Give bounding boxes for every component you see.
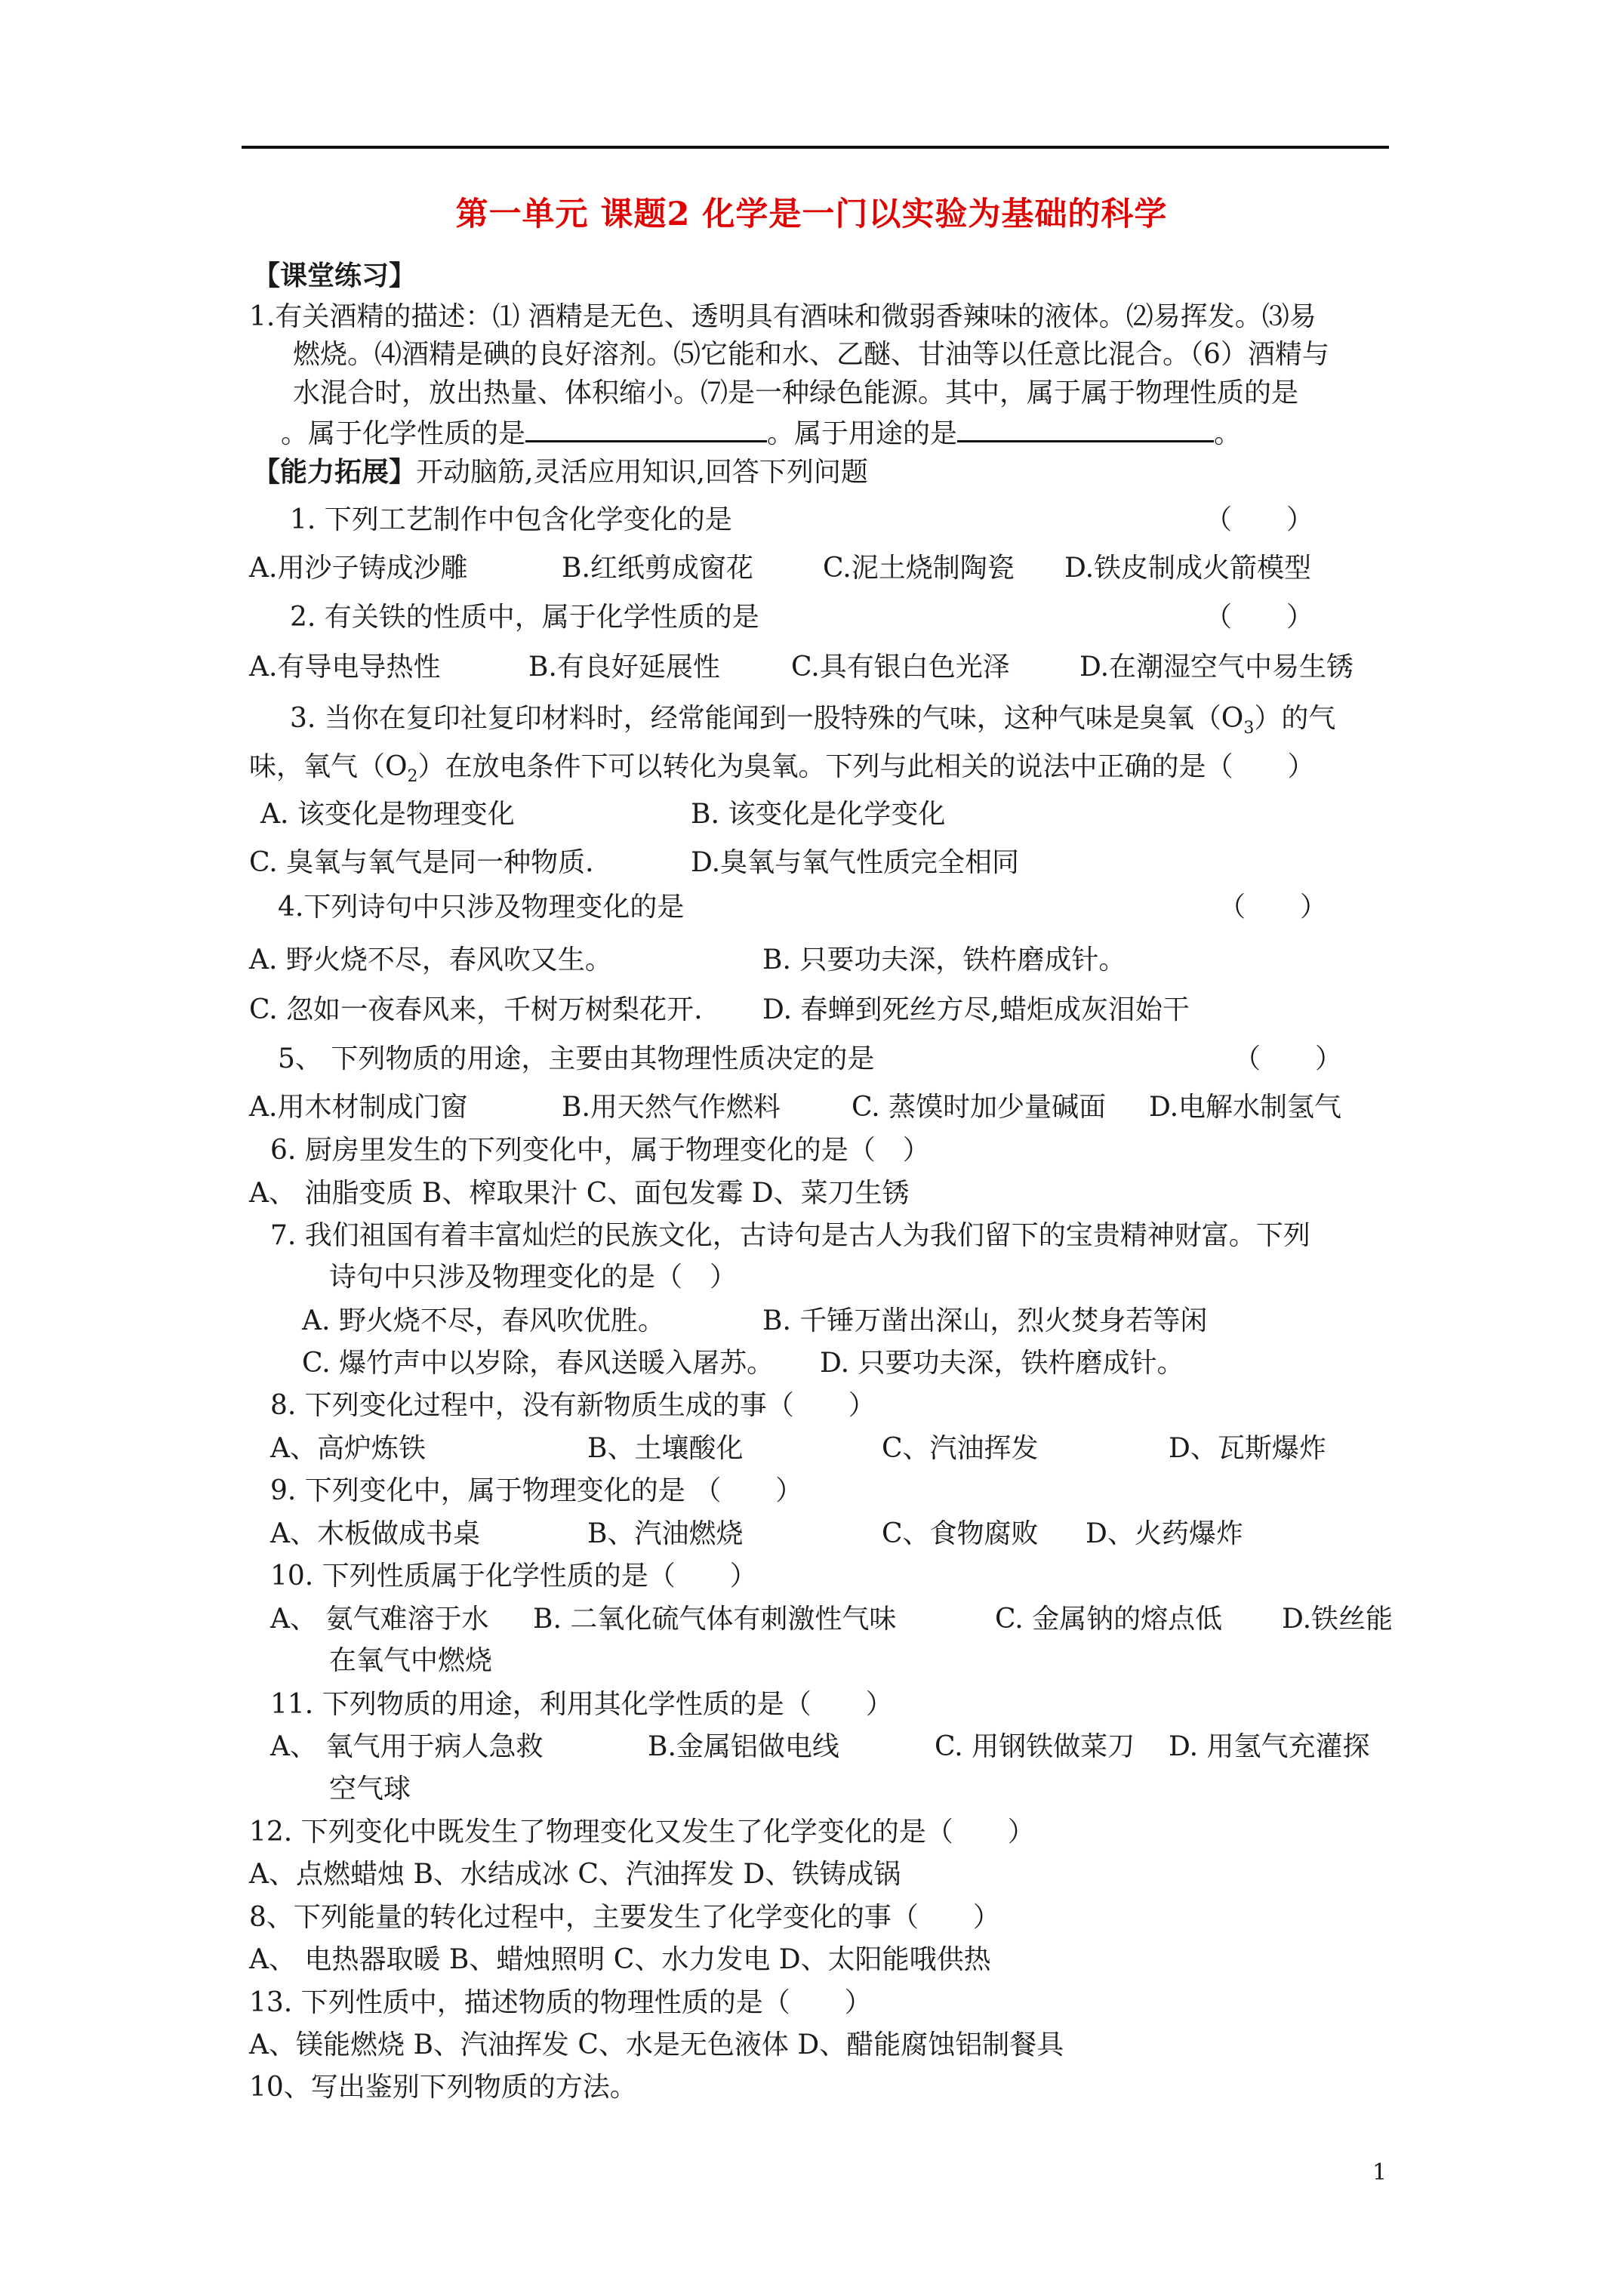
q4-option-c: C. 忽如一夜春风来，千树万树梨花开. xyxy=(249,994,703,1025)
q10-stem: 10. 下列性质属于化学性质的是（ ） xyxy=(270,1561,757,1592)
q3-option-c: C. 臭氧与氧气是同一种物质. xyxy=(249,847,594,878)
usage-label: 。属于用途的是 xyxy=(767,418,958,449)
q7-line2: 诗句中只涉及物理变化的是（ ） xyxy=(329,1262,738,1293)
q3-option-b: B. 该变化是化学变化 xyxy=(691,799,946,830)
exercise1-line2: 燃烧。⑷酒精是碘的良好溶剂。⑸它能和水、乙醚、甘油等以任意比混合。（6）酒精与 xyxy=(293,339,1329,370)
q2-answer-bracket[interactable]: （ ） xyxy=(1205,602,1314,633)
header-rule xyxy=(242,146,1389,149)
q3-line1-tail: ）的气 xyxy=(1254,703,1336,734)
q8b-stem: 8、下列能量的转化过程中，主要发生了化学变化的事（ ） xyxy=(249,1902,1000,1933)
q2-option-d: D.在潮湿空气中易生锈 xyxy=(1079,652,1354,683)
page-number: 1 xyxy=(1372,2159,1387,2186)
q7-option-b: B. 千锤万凿出深山，烈火焚身若等闲 xyxy=(762,1305,1208,1336)
q9-option-a: A、木板做成书桌 xyxy=(270,1518,480,1549)
section-heading-ability xyxy=(253,455,868,489)
q5-option-b: B.用天然气作燃料 xyxy=(562,1092,781,1123)
q10-option-c: C. 金属钠的熔点低 xyxy=(995,1604,1223,1635)
q6-options: A、 油脂变质 B、榨取果汁 C、面包发霉 D、菜刀生锈 xyxy=(249,1178,910,1209)
q3-option-a: A. 该变化是物理变化 xyxy=(260,799,515,830)
q10-option-d: D.铁丝能 xyxy=(1282,1604,1394,1635)
q10-option-a: A、 氨气难溶于水 xyxy=(270,1604,489,1635)
exercise1-line4 xyxy=(281,415,1241,451)
q13-stem: 13. 下列性质中，描述物质的物理性质的是（ ） xyxy=(249,1987,872,2018)
q8-stem: 8. 下列变化过程中，没有新物质生成的事（ ） xyxy=(270,1390,876,1421)
chemical-property-blank[interactable] xyxy=(525,415,767,442)
q3-line2-tail: ）在放电条件下可以转化为臭氧。下列与此相关的说法中正确的是（ ） xyxy=(417,751,1315,782)
period: 。 xyxy=(1214,418,1242,449)
q3-line1 xyxy=(290,702,1335,745)
q2-option-a: A.有导电导热性 xyxy=(249,652,441,683)
q11-option-d-continued: 空气球 xyxy=(329,1774,411,1804)
section-heading-class-practice: 【课堂练习】 xyxy=(253,260,417,291)
q8b-options: A、 电热器取暖 B、蜡烛照明 C、水力发电 D、太阳能哦供热 xyxy=(249,1944,991,1975)
oxygen-subscript: 2 xyxy=(407,767,418,787)
q5-stem: 5、 下列物质的用途，主要由其物理性质决定的是 xyxy=(278,1043,875,1074)
q4-option-d: D. 春蝉到死丝方尽,蜡炬成灰泪始干 xyxy=(762,994,1190,1025)
q7-line1: 7. 我们祖国有着丰富灿烂的民族文化，古诗句是古人为我们留下的宝贵精神财富。下列 xyxy=(270,1220,1310,1251)
ozone-subscript: 3 xyxy=(1243,719,1255,738)
q8-option-b: B、土壤酸化 xyxy=(587,1433,744,1464)
q1-answer-bracket[interactable]: （ ） xyxy=(1205,504,1314,535)
q9-option-d: D、火药爆炸 xyxy=(1086,1518,1243,1549)
q12-stem: 12. 下列变化中既发生了物理变化又发生了化学变化的是（ ） xyxy=(249,1817,1035,1848)
q7-option-a: A. 野火烧不尽，春风吹优胜。 xyxy=(302,1305,665,1336)
q4-answer-bracket[interactable]: （ ） xyxy=(1218,892,1328,923)
q13-options: A、镁能燃烧 B、汽油挥发 C、水是无色液体 D、醋能腐蚀铝制餐具 xyxy=(249,2029,1064,2060)
q9-stem: 9. 下列变化中，属于物理变化的是 （ ） xyxy=(270,1475,803,1506)
chemical-property-label: 。属于化学性质的是 xyxy=(281,418,526,449)
section-label: 【能力拓展】 xyxy=(253,456,417,488)
q10-option-b: B. 二氧化硫气体有刺激性气味 xyxy=(533,1604,897,1635)
q4-option-a: A. 野火烧不尽，春风吹又生。 xyxy=(249,945,612,975)
q2-option-c: C.具有银白色光泽 xyxy=(791,652,1010,683)
q1-stem: 1. 下列工艺制作中包含化学变化的是 xyxy=(290,504,732,535)
q5-option-c: C. 蒸馍时加少量碱面 xyxy=(852,1092,1107,1123)
q5-option-a: A.用木材制成门窗 xyxy=(249,1092,468,1123)
q3-line2 xyxy=(249,750,1315,794)
q7-option-c: C. 爆竹声中以岁除，春风送暖入屠苏。 xyxy=(302,1348,775,1379)
q4-stem: 4.下列诗句中只涉及物理变化的是 xyxy=(278,892,685,923)
q1-option-d: D.铁皮制成火箭模型 xyxy=(1064,553,1312,584)
q8-option-c: C、汽油挥发 xyxy=(882,1433,1039,1464)
q8-option-a: A、高炉炼铁 xyxy=(270,1433,426,1464)
q12-options: A、点燃蜡烛 B、水结成冰 C、汽油挥发 D、铁铸成锅 xyxy=(249,1859,901,1890)
q10-option-d-continued: 在氧气中燃烧 xyxy=(329,1645,493,1676)
q6-stem: 6. 厨房里发生的下列变化中，属于物理变化的是（ ） xyxy=(270,1135,930,1166)
q5-answer-bracket[interactable]: （ ） xyxy=(1233,1043,1343,1074)
q5-option-d: D.电解水制氢气 xyxy=(1149,1092,1342,1123)
q11-stem: 11. 下列物质的用途，利用其化学性质的是（ ） xyxy=(270,1689,893,1720)
q11-option-c: C. 用钢铁做菜刀 xyxy=(935,1731,1135,1762)
q11-option-d: D. 用氢气充灌探 xyxy=(1169,1731,1370,1762)
q11-option-a: A、 氧气用于病人急救 xyxy=(270,1731,544,1762)
q7-option-d: D. 只要功夫深，铁杵磨成针。 xyxy=(820,1348,1184,1379)
q3-line2-text: 味，氧气（O xyxy=(249,751,408,782)
exercise1-line1: 1.有关酒精的描述：⑴ 酒精是无色、透明具有酒味和微弱香辣味的液体。⑵易挥发。⑶易 xyxy=(249,301,1317,332)
q3-option-d: D.臭氧与氧气性质完全相同 xyxy=(691,847,1020,878)
q1-option-a: A.用沙子铸成沙雕 xyxy=(249,553,468,584)
q10b-stem: 10、写出鉴别下列物质的方法。 xyxy=(249,2072,637,2103)
usage-blank[interactable] xyxy=(957,415,1214,442)
q11-option-b: B.金属铝做电线 xyxy=(648,1731,839,1762)
q2-stem: 2. 有关铁的性质中，属于化学性质的是 xyxy=(290,602,759,633)
q9-option-b: B、汽油燃烧 xyxy=(587,1518,744,1549)
q2-option-b: B.有良好延展性 xyxy=(528,652,720,683)
q1-option-c: C.泥土烧制陶瓷 xyxy=(823,553,1015,584)
page-title: 第一单元 课题2 化学是一门以实验为基础的科学 xyxy=(455,196,1168,233)
q1-option-b: B.红纸剪成窗花 xyxy=(562,553,753,584)
q4-option-b: B. 只要功夫深，铁杵磨成针。 xyxy=(762,945,1126,975)
exercise1-line3: 水混合时，放出热量、体积缩小。⑺是一种绿色能源。其中，属于属于物理性质的是 xyxy=(293,378,1299,408)
q9-option-c: C、食物腐败 xyxy=(882,1518,1039,1549)
q3-line1-text: 3. 当你在复印社复印材料时，经常能闻到一股特殊的气味，这种气味是臭氧（O xyxy=(290,703,1244,734)
section-instructions: 开动脑筋,灵活应用知识,回答下列问题 xyxy=(416,457,868,488)
q8-option-d: D、瓦斯爆炸 xyxy=(1169,1433,1326,1464)
